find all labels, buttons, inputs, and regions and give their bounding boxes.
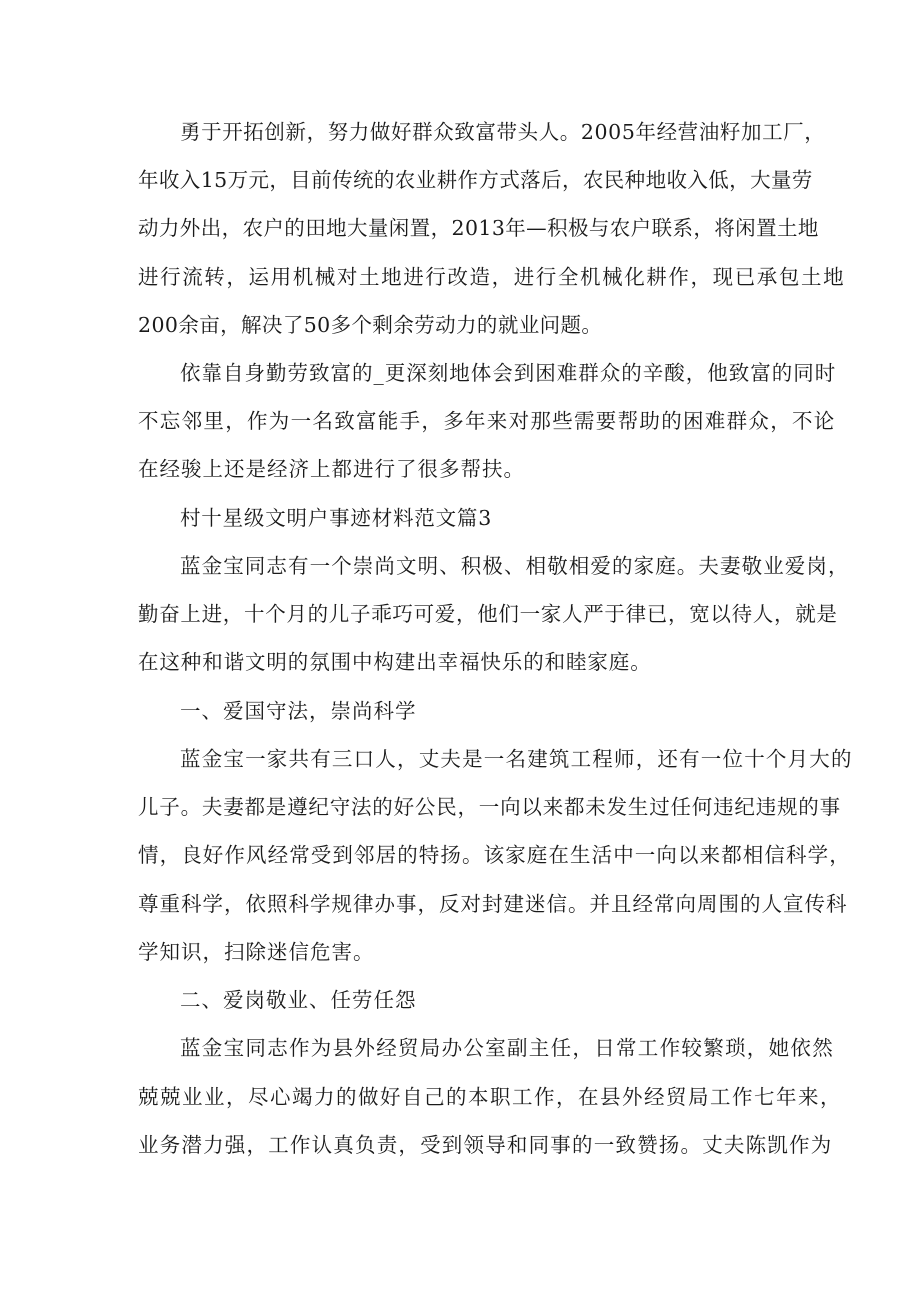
paragraph-1-line-1: 勇于开拓创新，努力做好群众致富带头人。2005年经营油籽加工厂， [180, 120, 826, 144]
paragraph-1-line-5: 200余亩，解决了50多个剩余劳动力的就业问题。 [138, 313, 603, 337]
paragraph-4-line-2: 儿子。夫妻都是遵纪守法的好公民，一向以来都未发生过任何违纪违规的事 [138, 795, 841, 819]
paragraph-3-line-2: 勤奋上进，十个月的儿子乖巧可爱，他们一家人严于律已，宽以待人，就是 [138, 602, 838, 626]
paragraph-3-line-3: 在这种和谐文明的氛围中构建出幸福快乐的和睦家庭。 [138, 650, 652, 674]
heading-dedicated-work: 二、爱岗敬业、任劳任怨 [180, 988, 417, 1012]
heading-patriotic-law-abiding: 一、爱国守法，崇尚科学 [180, 699, 417, 723]
paragraph-5-line-1: 蓝金宝同志作为县外经贸局办公室副主任，日常工作较繁琐，她依然 [180, 1036, 834, 1060]
section-title: 村十星级文明户事迹材料范文篇3 [180, 506, 493, 530]
paragraph-1-line-4: 进行流转，运用机械对土地进行改造，进行全机械化耕作，现已承包土地 [138, 265, 846, 289]
paragraph-5-line-3: 业务潜力强，工作认真负责，受到领导和同事的一致赞扬。丈夫陈凯作为 [138, 1133, 833, 1157]
paragraph-2-line-3: 在经骏上还是经济上都进行了很多帮扶。 [138, 457, 525, 481]
paragraph-2-line-2: 不忘邻里，作为一名致富能手，多年来对那些需要帮助的困难群众，不论 [138, 409, 836, 433]
paragraph-5-line-2: 兢兢业业，尽心竭力的做好自己的本职工作，在县外经贸局工作七年来， [138, 1085, 842, 1109]
paragraph-1-line-3: 动力外出，农户的田地大量闲置，2013年—积极与农户联系，将闲置土地 [138, 216, 819, 240]
paragraph-4-line-3: 情，良好作风经常受到邻居的特扬。该家庭在生活中一向以来都相信科学， [138, 843, 851, 867]
paragraph-1-line-2: 年收入15万元，目前传统的农业耕作方式落后，农民种地收入低，大量劳 [138, 168, 813, 192]
paragraph-4-line-4: 尊重科学，依照科学规律办事，反对封建迷信。并且经常向周围的人宣传科 [138, 892, 848, 916]
paragraph-2-line-1: 依靠自身勤劳致富的_更深刻地体会到困难群众的辛酸，他致富的同时 [180, 361, 837, 385]
paragraph-4-line-1: 蓝金宝一家共有三口人，丈夫是一名建筑工程师，还有一位十个月大的 [180, 747, 853, 771]
paragraph-4-line-5: 学知识，扫除迷信危害。 [138, 940, 375, 964]
paragraph-3-line-1: 蓝金宝同志有一个崇尚文明、积极、相敬相爱的家庭。夫妻敬业爱岗， [180, 554, 850, 578]
